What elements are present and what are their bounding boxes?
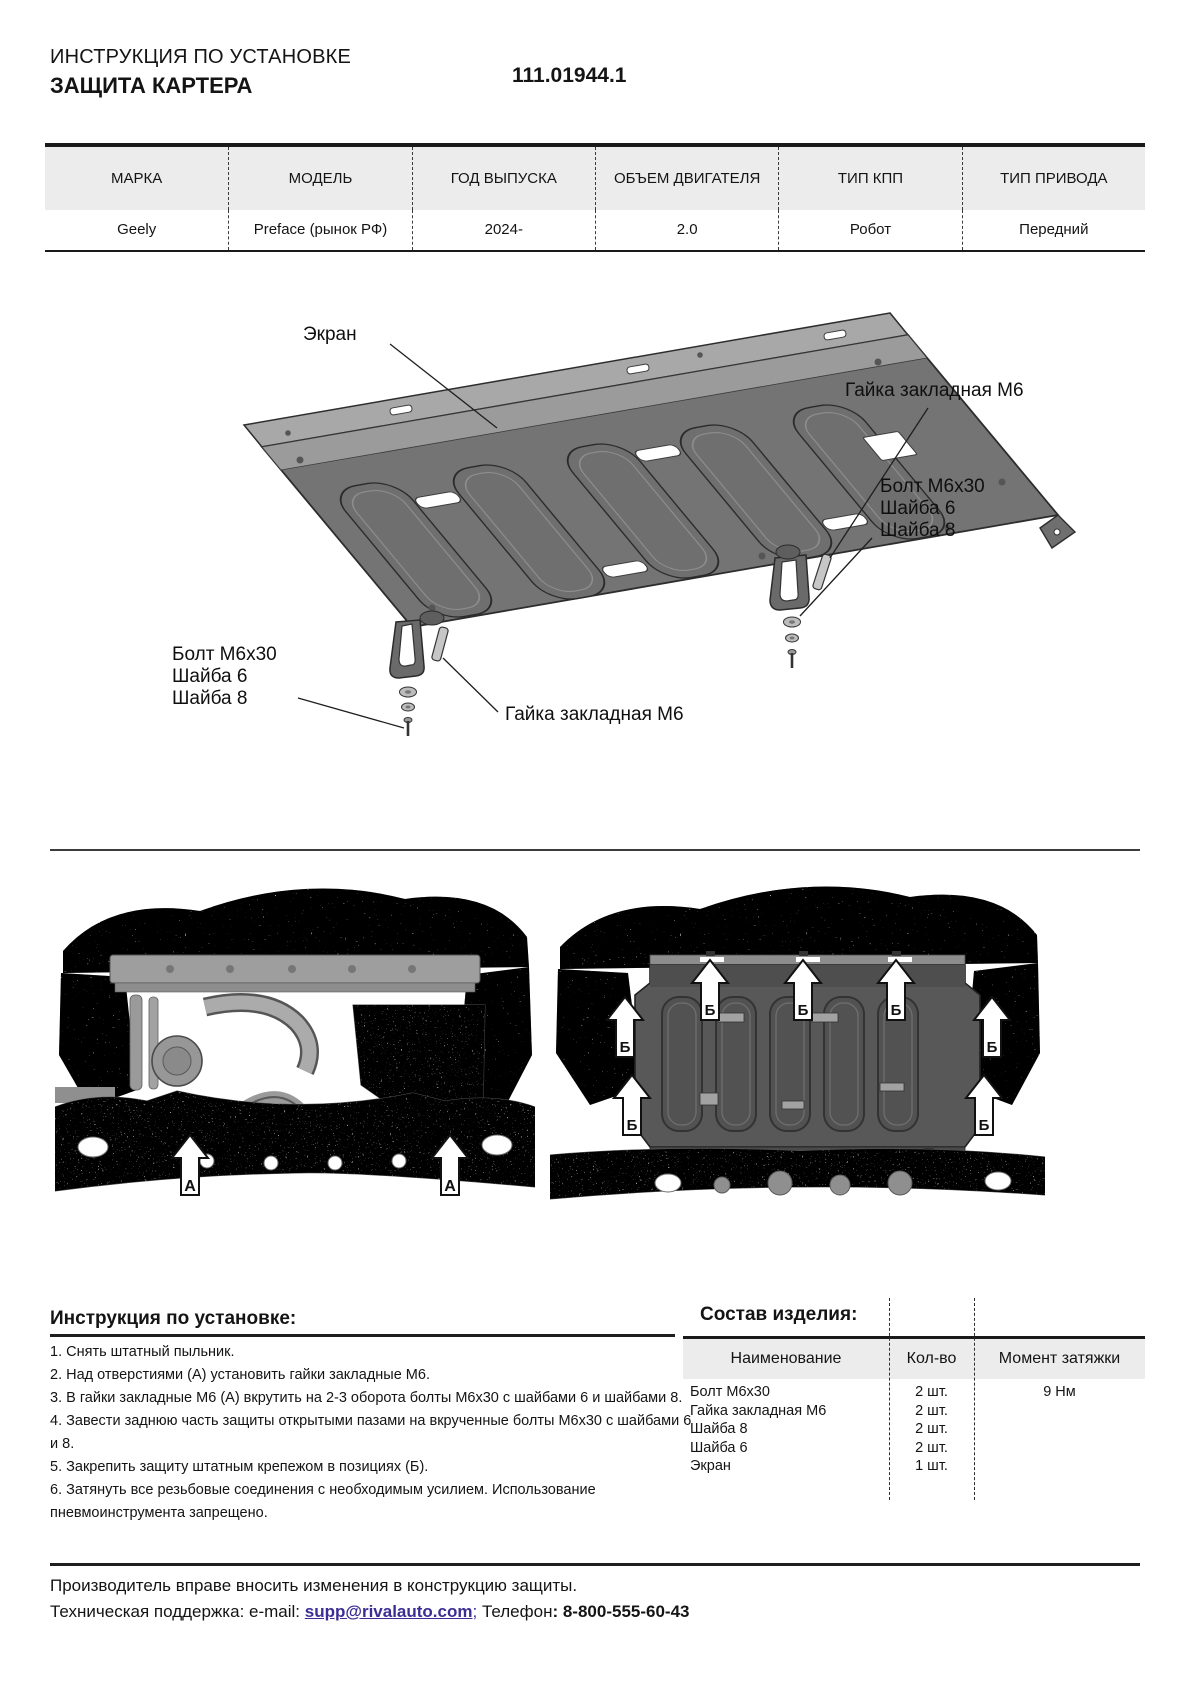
instructions-divider	[50, 1334, 675, 1337]
callout-bolt-left	[172, 644, 277, 710]
table-row	[683, 1420, 1145, 1439]
separator: ;	[472, 1602, 478, 1621]
part-name: Болт М6х30	[690, 1384, 770, 1401]
footer-divider	[50, 1563, 1140, 1566]
right-mount-hardware	[770, 545, 832, 668]
part-qty: 2 шт.	[915, 1402, 948, 1419]
table-row	[683, 1402, 1145, 1421]
col-header-year: ГОД ВЫПУСКА	[412, 147, 595, 210]
part-number: 111.01944.1	[512, 64, 627, 87]
col-header-drive: ТИП ПРИВОДА	[962, 147, 1145, 210]
svg-text:Б: Б	[704, 1002, 716, 1019]
step-6: 6. Затянуть все резьбовые соединения с необходимым усилием. Использование пневмоинструмента запрещено.	[50, 1482, 596, 1521]
svg-text:А: А	[444, 1178, 456, 1195]
col-header-brand: МАРКА	[45, 147, 228, 210]
step-5: 5. Закрепить защиту штатным крепежом в позициях (Б).	[50, 1459, 429, 1475]
col-header-qty: Кол-во	[906, 1350, 957, 1367]
footer-notice: Производитель вправе вносить изменения в конструкцию защиты.	[50, 1576, 578, 1595]
table-row	[683, 1457, 1145, 1476]
section-divider	[50, 849, 1140, 851]
callout-bolt-right	[880, 476, 985, 542]
callout-nut-bottom: Гайка закладная М6	[505, 704, 684, 725]
step-4: 4. Завести заднюю часть защиты открытыми пазами на вкрученные болты М6х30 с шайбами 6 и 8.	[50, 1413, 692, 1452]
underbody-photo-before	[55, 855, 535, 1210]
callout-washer8-line: Шайба 8	[880, 520, 956, 541]
cell-year: 2024-	[412, 210, 595, 250]
callout-washer6-line: Шайба 6	[880, 498, 956, 519]
document-header	[50, 46, 351, 99]
part-torque: 9 Нм	[1043, 1384, 1076, 1401]
support-label: Техническая поддержка: e-mail:	[50, 1602, 305, 1621]
callout-washer8-line: Шайба 8	[172, 688, 248, 709]
footer-support-line	[50, 1602, 690, 1622]
instructions-list	[50, 1341, 695, 1525]
cell-drive: Передний	[962, 210, 1145, 250]
callout-washer6-line: Шайба 6	[172, 666, 248, 687]
part-name: Гайка закладная М6	[690, 1402, 827, 1419]
instructions-title: Инструкция по установке:	[50, 1308, 297, 1329]
col-header-engine: ОБЪЕМ ДВИГАТЕЛЯ	[595, 147, 778, 210]
doc-type-title: ИНСТРУКЦИЯ ПО УСТАНОВКЕ	[50, 46, 352, 68]
product-title: ЗАЩИТА КАРТЕРА	[50, 73, 253, 98]
col-header-name: Наименование	[730, 1350, 842, 1367]
underbody-photo-after	[550, 855, 1045, 1210]
left-mount-hardware	[390, 611, 449, 736]
skid-plate-diagram	[0, 300, 1190, 770]
svg-text:Б: Б	[986, 1039, 998, 1056]
svg-text:Б: Б	[797, 1002, 809, 1019]
parts-table	[683, 1336, 1145, 1476]
parts-table-column-divider	[974, 1298, 975, 1500]
cell-brand: Geely	[45, 210, 228, 250]
svg-text:А: А	[184, 1178, 196, 1195]
support-email-link[interactable]: supp@rivalauto.com	[304, 1602, 473, 1621]
table-row	[683, 1439, 1145, 1458]
vehicle-table	[45, 143, 1145, 252]
parts-title: Состав изделия:	[700, 1304, 858, 1325]
part-qty: 2 шт.	[915, 1421, 948, 1438]
part-name: Экран	[690, 1458, 731, 1475]
svg-text:Б: Б	[978, 1117, 990, 1134]
parts-table-column-divider	[889, 1298, 890, 1500]
phone-number: : 8-800-555-60-43	[552, 1602, 690, 1621]
cell-model: Preface (рынок РФ)	[228, 210, 411, 250]
parts-table-header	[683, 1336, 1145, 1379]
cell-engine: 2.0	[595, 210, 778, 250]
table-row	[683, 1383, 1145, 1402]
part-qty: 2 шт.	[915, 1439, 948, 1456]
cell-gearbox: Робот	[778, 210, 961, 250]
svg-text:Б: Б	[619, 1039, 631, 1056]
step-1: 1. Снять штатный пыльник.	[50, 1344, 235, 1360]
part-qty: 2 шт.	[915, 1384, 948, 1401]
step-3: 3. В гайки закладные М6 (А) вкрутить на 2-3 оборота болты М6х30 с шайбами 6 и шайбами 8.	[50, 1390, 683, 1406]
col-header-torque: Момент затяжки	[998, 1350, 1121, 1367]
callout-nut-right: Гайка закладная М6	[845, 380, 1024, 401]
step-2: 2. Над отверстиями (А) установить гайки закладные М6.	[50, 1367, 430, 1383]
col-header-model: МОДЕЛЬ	[228, 147, 411, 210]
part-name: Шайба 8	[690, 1421, 748, 1438]
callout-screen: Экран	[303, 324, 357, 345]
col-header-gearbox: ТИП КПП	[778, 147, 961, 210]
part-qty: 1 шт.	[915, 1458, 948, 1475]
svg-text:Б: Б	[890, 1002, 902, 1019]
phone-label: Телефон	[477, 1602, 553, 1621]
svg-text:Б: Б	[626, 1117, 638, 1134]
callout-bolt-line: Болт М6х30	[880, 476, 985, 497]
part-name: Шайба 6	[690, 1439, 748, 1456]
callout-bolt-line: Болт М6х30	[172, 644, 277, 665]
